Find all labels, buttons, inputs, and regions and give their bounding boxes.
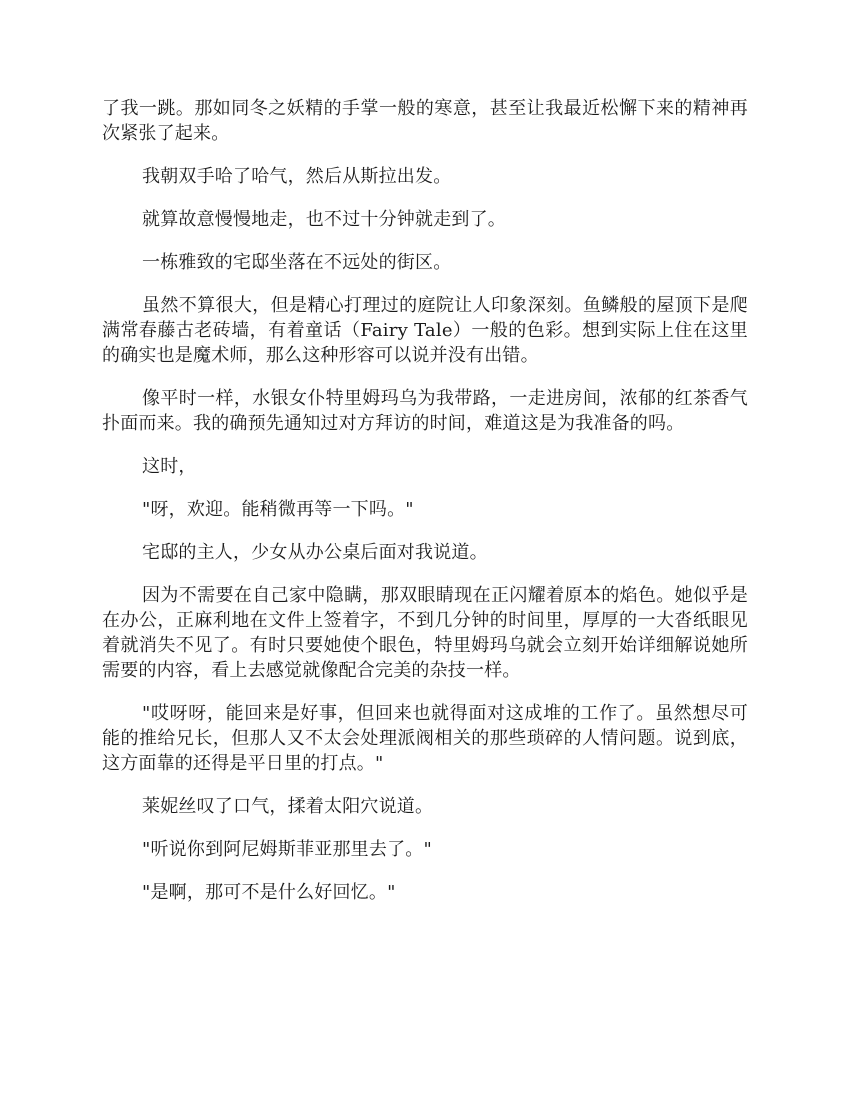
paragraph: 一栋雅致的宅邸坐落在不远处的街区。 xyxy=(142,252,452,273)
paragraph: "听说你到阿尼姆斯菲亚那里去了。" xyxy=(142,839,432,860)
paragraph: 就算故意慢慢地走，也不过十分钟就走到了。 xyxy=(142,209,506,230)
paragraph: 宅邸的主人，少女从办公桌后面对我说道。 xyxy=(142,542,488,563)
paragraph: 因为不需要在自己家中隐瞒，那双眼睛现在正闪耀着原本的焰色。她似乎是在办公，正麻利地在文件上签着字，不到几分钟的时间里，厚厚的一大沓纸眼见着就消失不见了。有时只要她使个眼色，特里姆玛乌就会立刻开始详细解说她所需要的内容，看上去感觉就像配合完美的杂技一样。 xyxy=(102,585,748,681)
paragraph: "是啊，那可不是什么好回忆。" xyxy=(142,882,396,903)
paragraph: 我朝双手哈了哈气，然后从斯拉出发。 xyxy=(142,166,452,187)
paragraph: 了我一跳。那如同冬之妖精的手掌一般的寒意，甚至让我最近松懈下来的精神再次紧张了起来。 xyxy=(102,98,748,144)
paragraph: 莱妮丝叹了口气，揉着太阳穴说道。 xyxy=(142,796,434,817)
paragraph: 像平时一样，水银女仆特里姆玛乌为我带路，一走进房间，浓郁的红茶香气扑面而来。我的确预先通知过对方拜访的时间，难道这是为我准备的吗。 xyxy=(102,388,748,434)
paragraph: "呀，欢迎。能稍微再等一下吗。" xyxy=(142,499,414,520)
text-body xyxy=(102,96,748,923)
paragraph: "哎呀呀，能回来是好事，但回来也就得面对这成堆的工作了。虽然想尽可能的推给兄长，但那人又不太会处理派阀相关的那些琐碎的人情问题。说到底，这方面靠的还得是平日里的打点。" xyxy=(102,703,748,774)
paragraph: 这时， xyxy=(142,456,197,477)
paragraph: 虽然不算很大，但是精心打理过的庭院让人印象深刻。鱼鳞般的屋顶下是爬满常春藤古老砖墙，有着童话（Fairy Tale）一般的色彩。想到实际上住在这里的确实也是魔术师，那么这种形容可以说并没有出错。 xyxy=(102,295,748,366)
